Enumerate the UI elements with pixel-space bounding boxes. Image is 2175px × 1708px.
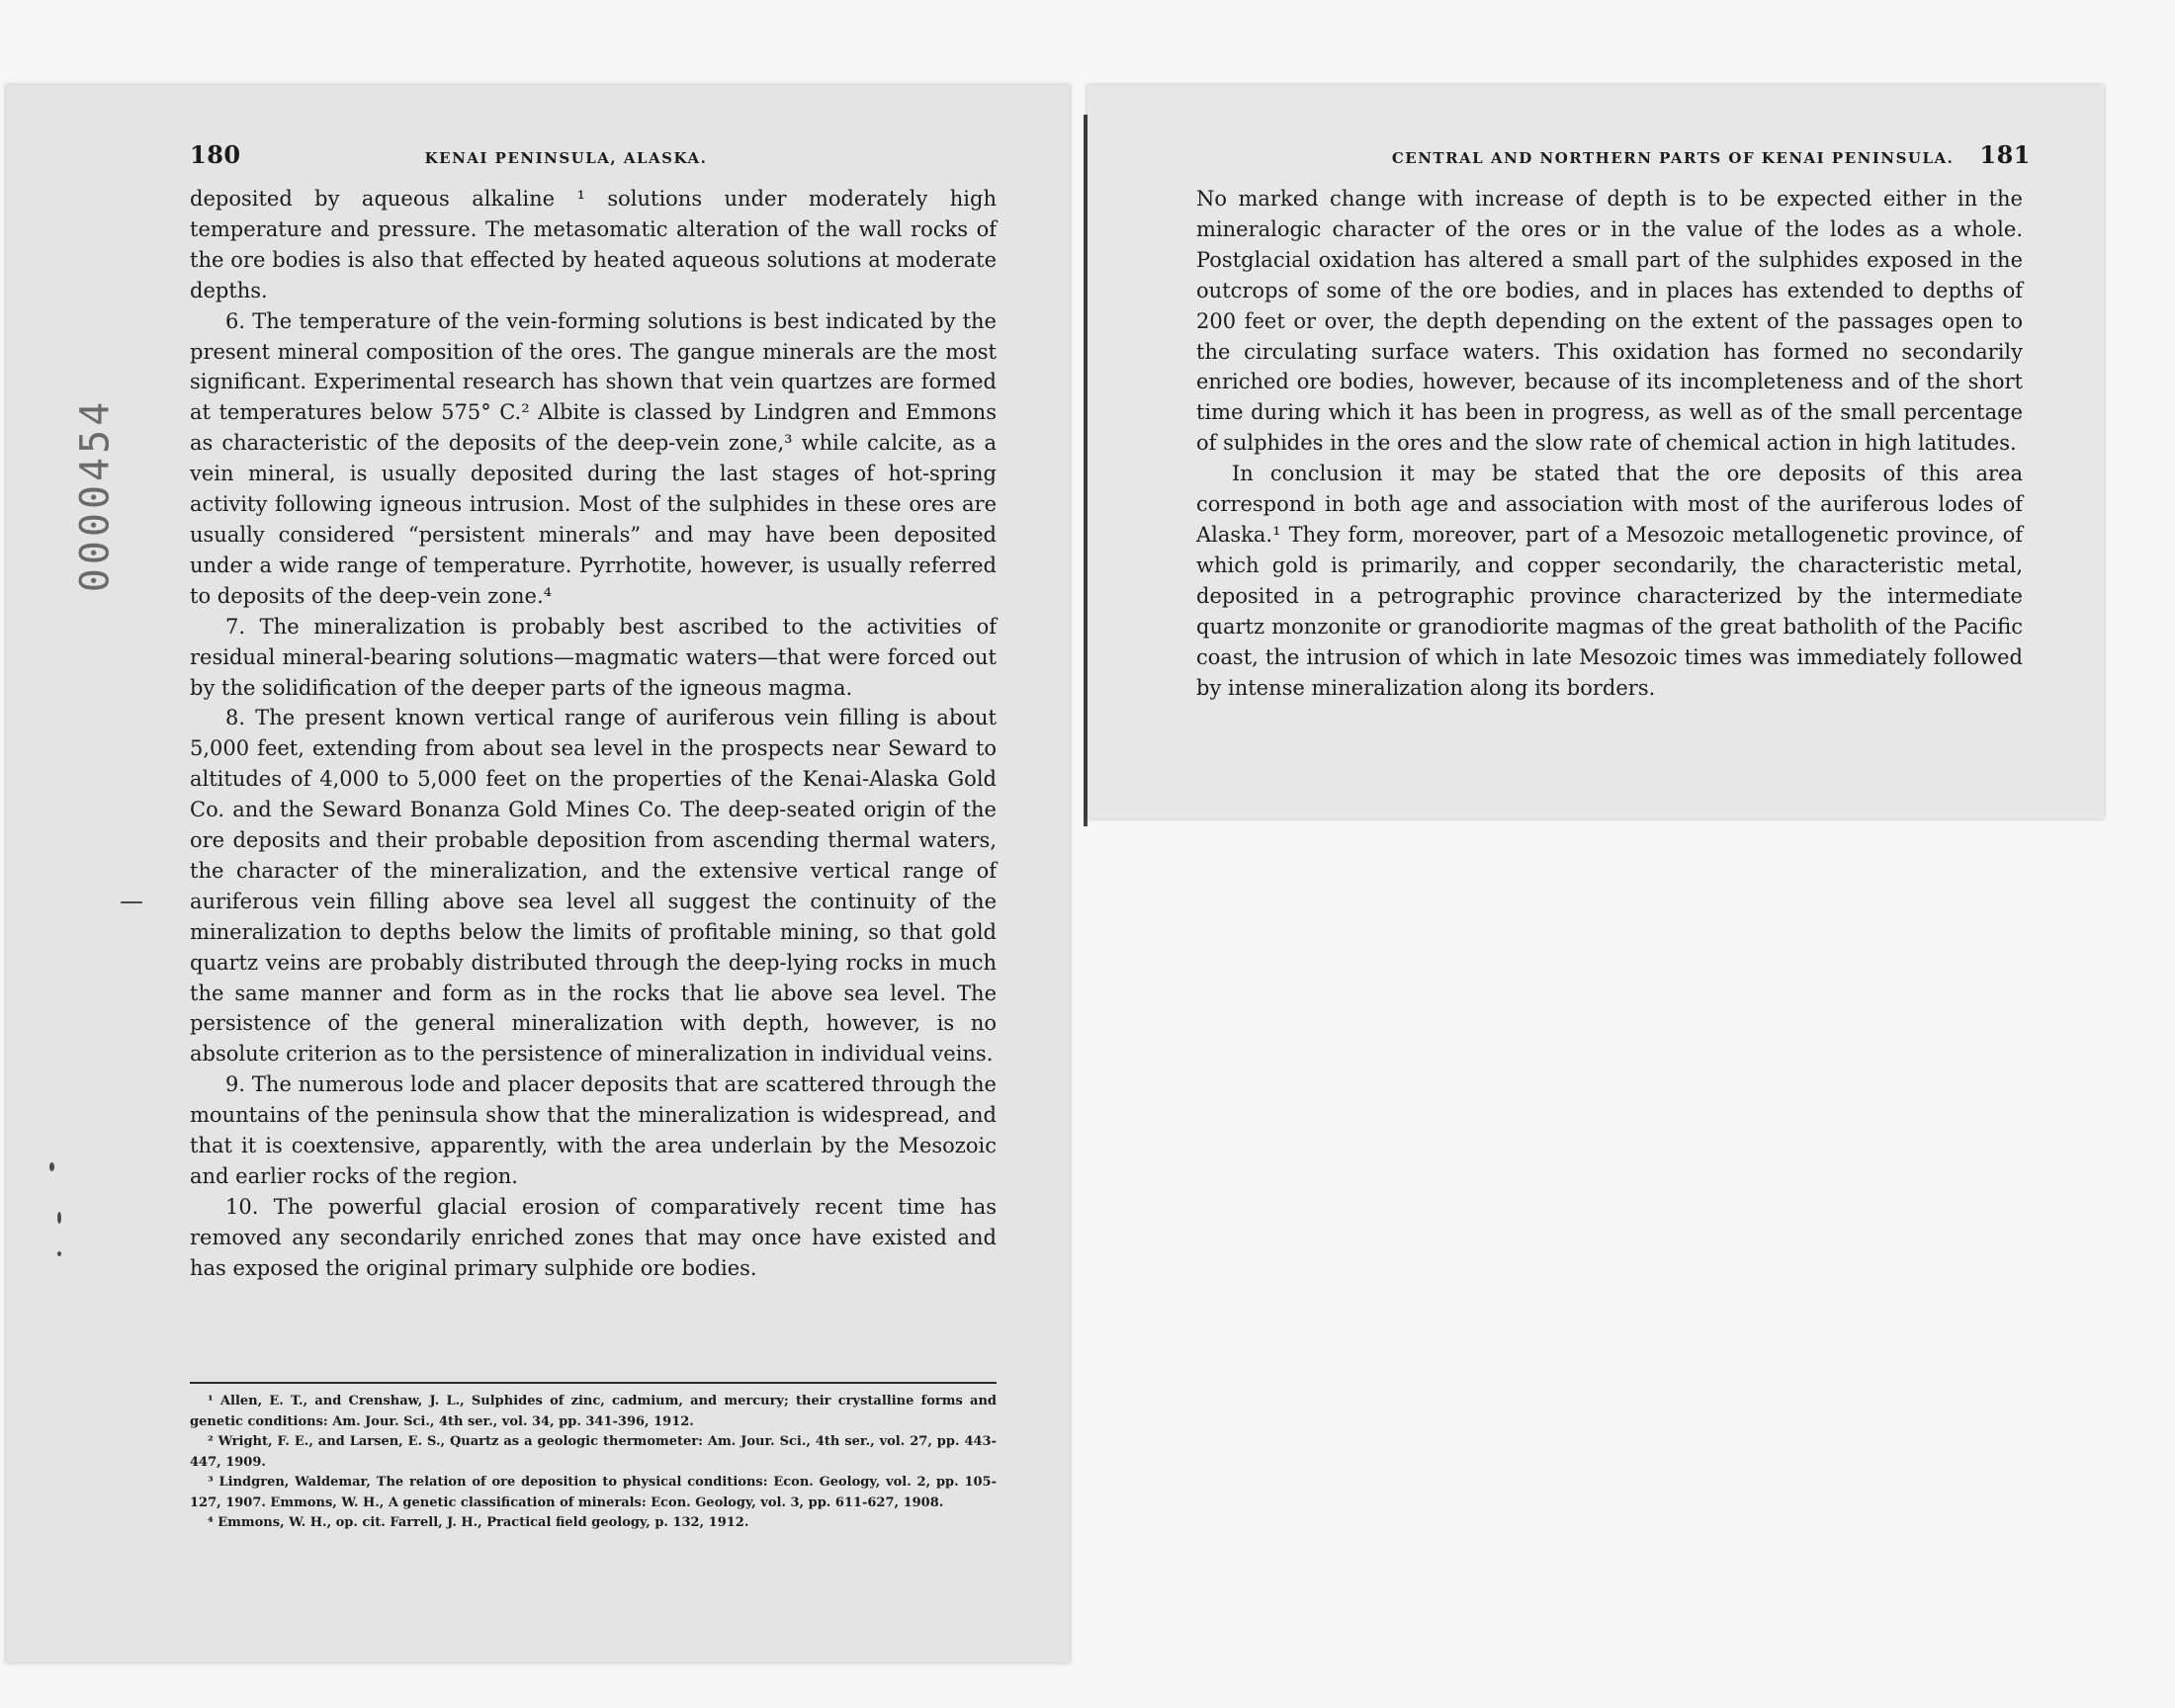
footnotes <box>190 1392 997 1534</box>
left-page <box>6 85 1070 1663</box>
right-page-header <box>1186 140 2031 170</box>
paragraph: No marked change with increase of depth is to be expected either in the mineralogic character of the ores or in the value of the lodes as a whole. Postglacial oxidation has altered a small part of the sulphides exposed in the outcrops of some of the ore bodies, and in places has extended to depths of 200 feet or over, the depth depending on the extent of the passages open to the circulating surface waters. This oxidation has formed no secondarily enriched ore bodies, however, because of its incompleteness and of the short time during which it has been in progress, as well as of the small percentage of sulphides in the ores and the slow rate of chemical action in high latitudes. <box>1196 187 2023 456</box>
scan-speck <box>57 1212 61 1224</box>
page-number-right: 181 <box>1979 140 2031 169</box>
footnote: ² Wright, F. E., and Larsen, E. S., Quartz as a geologic thermometer: Am. Jour. Sci., 4th ser., vol. 27, pp. 443-447, 1909. <box>190 1434 997 1470</box>
footnote-divider <box>190 1382 997 1384</box>
running-title-left: KENAI PENINSULA, ALASKA. <box>424 149 708 167</box>
paragraph: 9. The numerous lode and placer deposits that are scattered through the mountains of the peninsula show that the mineralization is widespread, and that it is coextensive, apparently, with the area underlain by the Mesozoic and earlier rocks of the region. <box>190 1072 997 1188</box>
paragraph: 6. The temperature of the vein-forming solutions is best indicated by the present mineral composition of the ores. The gangue minerals are the most significant. Experimental research has shown that vein quartzes are formed at temperatures below 575° C.² Albite is classed by Lindgren and Emmons as characteristic of the deposits of the deep-vein zone,³ while calcite, as a vein mineral, is usually deposited during the last stages of hot-spring activity following igneous intrusion. Most of the sulphides in these ores are usually considered “persistent minerals” and may have been deposited under a wide range of temperature. Pyrrhotite, however, is usually referred to deposits of the deep-vein zone.⁴ <box>190 308 997 608</box>
footnote: ⁴ Emmons, W. H., op. cit. Farrell, J. H., Practical field geology, p. 132, 1912. <box>208 1515 749 1530</box>
right-page <box>1088 85 2104 818</box>
scan-speck <box>57 1251 61 1256</box>
paragraph: 7. The mineralization is probably best ascribed to the activities of residual mineral-bearing solutions—magmatic waters—that were forced out by the solidification of the deeper parts of the igneous magma. <box>190 614 997 700</box>
running-title-right: CENTRAL AND NORTHERN PARTS OF KENAI PENINSULA. <box>1391 149 1955 167</box>
archive-stamp-number: 0000454 <box>72 397 119 593</box>
paragraph: In conclusion it may be stated that the ore deposits of this area correspond in both age and association with most of the auriferous lodes of Alaska.¹ They form, moreover, part of a Mesozoic metallogenetic province, of which gold is primarily, and copper secondarily, the characteristic metal, deposited in a petrographic province characterized by the intermediate quartz monzonite or granodiorite magmas of the great batholith of the Pacific coast, the intrusion of which in late Mesozoic times was immediately followed by intense mineralization along its borders. <box>1196 462 2023 700</box>
page-number-left: 180 <box>190 140 241 169</box>
footnote: ¹ Allen, E. T., and Crenshaw, J. L., Sulphides of zinc, cadmium, and mercury; their crystalline forms and genetic conditions: Am. Jour. Sci., 4th ser., vol. 34, pp. 341-396, 1912. <box>190 1394 997 1429</box>
paragraph: deposited by aqueous alkaline ¹ solutions under moderately high temperature and pressure. The metasomatic alteration of the wall rocks of the ore bodies is also that effected by heated aqueous solutions at moderate depths. <box>190 187 997 302</box>
left-page-body <box>190 184 997 1284</box>
scan-speck <box>121 901 142 903</box>
scan-speck <box>49 1162 54 1171</box>
paragraph: 8. The present known vertical range of auriferous vein filling is about 5,000 feet, extending from about sea level in the prospects near Seward to altitudes of 4,000 to 5,000 feet on the properties of the Kenai-Alaska Gold Co. and the Seward Bonanza Gold Mines Co. The deep-seated origin of the ore deposits and their probable deposition from ascending thermal waters, the character of the mineralization, and the extensive vertical range of auriferous vein filling above sea level all suggest the continuity of the mineralization to depths below the limits of profitable mining, so that gold quartz veins are probably distributed through the deep-lying rocks in much the same manner and form as in the rocks that lie above sea level. The persistence of the general mineralization with depth, however, is no absolute criterion as to the persistence of mineralization in individual veins. <box>190 706 997 1067</box>
footnote: ³ Lindgren, Waldemar, The relation of ore deposition to physical conditions: Econ. Geology, vol. 2, pp. 105-127, 1907. Emmons, W. H., A genetic classification of minerals: Econ. Geology, vol. 3, pp. 611-627, 1908. <box>190 1475 997 1510</box>
left-page-header <box>190 140 997 170</box>
paragraph: 10. The powerful glacial erosion of comparatively recent time has removed any secondarily enriched zones that may once have existed and has exposed the original primary sulphide ore bodies. <box>190 1194 997 1280</box>
right-page-body <box>1196 184 2023 703</box>
